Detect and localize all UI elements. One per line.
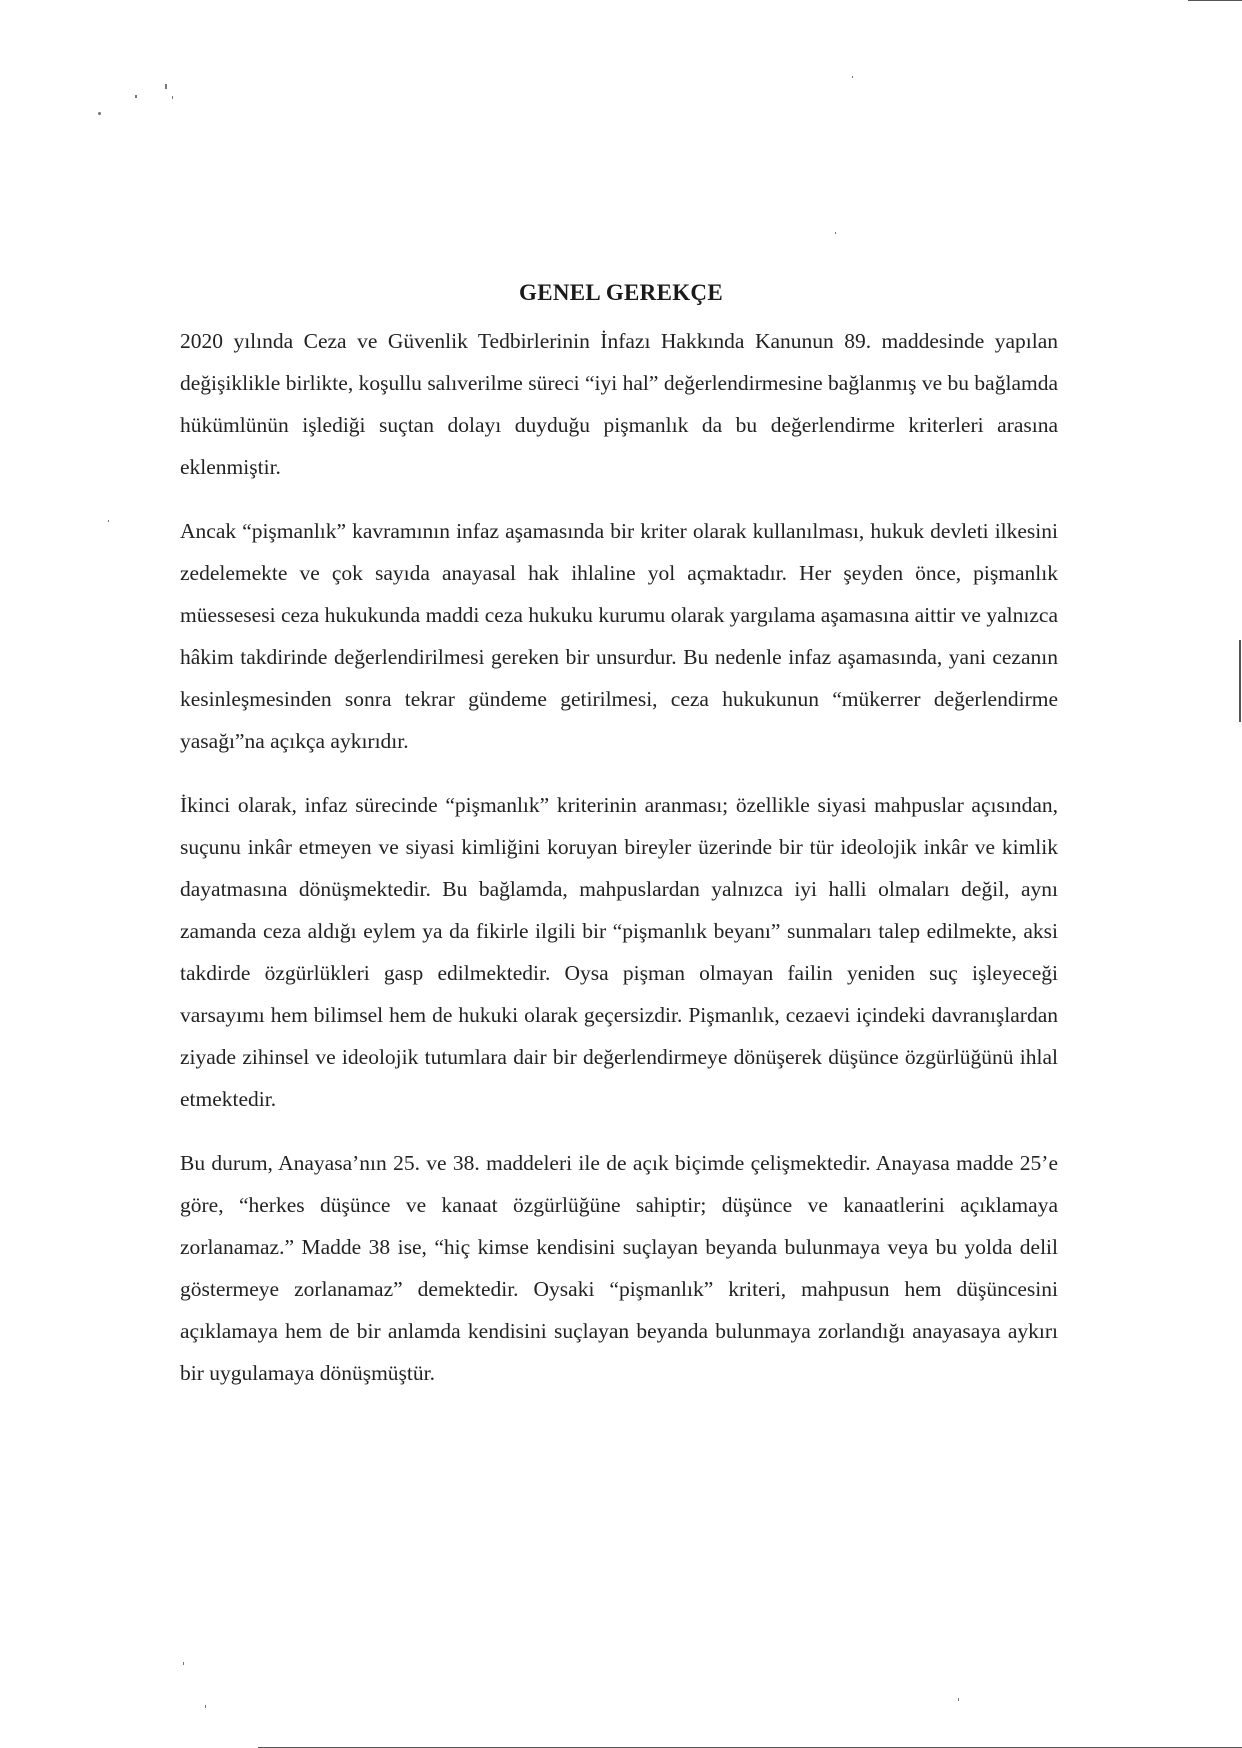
scan-edge-line [1239, 640, 1241, 722]
scan-speck [135, 95, 137, 98]
scan-speck [172, 96, 173, 99]
scan-speck [205, 1705, 206, 1708]
scan-edge-line [1188, 0, 1242, 1]
scan-speck [108, 520, 109, 522]
scan-speck [98, 112, 101, 115]
paragraph-2: Ancak “pişmanlık” kavramının infaz aşamasında bir kriter olarak kullanılması, hukuk devleti ilkesini zedelemekte ve çok sayıda anayasal hak ihlaline yol açmaktadır. Her şeyden önce, pişmanlık müessesesi ceza hukukunda maddi ceza hukuku kurumu olarak yargılama aşamasına aittir ve yalnızca hâkim takdirinde değerlendirilmesi gereken bir unsurdur. Bu nedenle infaz aşamasında, yani cezanın kesinleşmesinden sonra tekrar gündeme getirilmesi, ceza hukukunun “mükerrer değerlendirme yasağı”na açıkça aykırıdır. [180, 519, 1058, 753]
paragraph-1: 2020 yılında Ceza ve Güvenlik Tedbirlerinin İnfazı Hakkında Kanunun 89. maddesinde yapılan değişiklikle birlikte, koşullu salıverilme süreci “iyi hal” değerlendirmesine bağlanmış ve bu bağlamda hükümlünün işlediği suçtan dolayı duyduğu pişmanlık da bu değerlendirme kriterleri arasına eklenmiştir. [180, 329, 1058, 479]
paragraph-4: Bu durum, Anayasa’nın 25. ve 38. maddeleri ile de açık biçimde çelişmektedir. Anayasa madde 25’e göre, “herkes düşünce ve kanaat özgürlüğüne sahiptir; düşünce ve kanaatlerini açıklamaya zorlanamaz.” Madde 38 ise, “hiç kimse kendisini suçlayan beyanda bulunmaya veya bu yolda delil göstermeye zorlanamaz” demektedir. Oysaki “pişmanlık” kriteri, mahpusun hem düşüncesini açıklamaya hem de bir anlamda kendisini suçlayan beyanda bulunmaya zorlandığı anayasaya aykırı bir uygulamaya dönüşmüştür. [180, 1151, 1058, 1385]
paragraph-3: İkinci olarak, infaz sürecinde “pişmanlık” kriterinin aranması; özellikle siyasi mahpuslar açısından, suçunu inkâr etmeyen ve siyasi kimliğini koruyan bireyler üzerinde bir tür ideolojik inkâr ve kimlik dayatmasına dönüşmektedir. Bu bağlamda, mahpuslardan yalnızca iyi halli olmaları değil, aynı zamanda ceza aldığı eylem ya da fikirle ilgili bir “pişmanlık beyanı” sunmaları talep edilmekte, aksi takdirde özgürlükleri gasp edilmektedir. Oysa pişman olmayan failin yeniden suç işleyeceği varsayımı hem bilimsel hem de hukuki olarak geçersizdir. Pişmanlık, cezaevi içindeki davranışlardan ziyade zihinsel ve ideolojik tutumlara dair bir değerlendirmeye dönüşerek düşünce özgürlüğünü ihlal etmektedir. [180, 793, 1058, 1111]
scan-speck [165, 84, 167, 89]
document-body [180, 320, 1058, 1416]
scan-speck [835, 232, 836, 234]
scan-speck [852, 76, 853, 78]
scan-speck [183, 1662, 184, 1665]
document-title: GENEL GEREKÇE [519, 280, 723, 305]
scan-speck [958, 1698, 959, 1701]
